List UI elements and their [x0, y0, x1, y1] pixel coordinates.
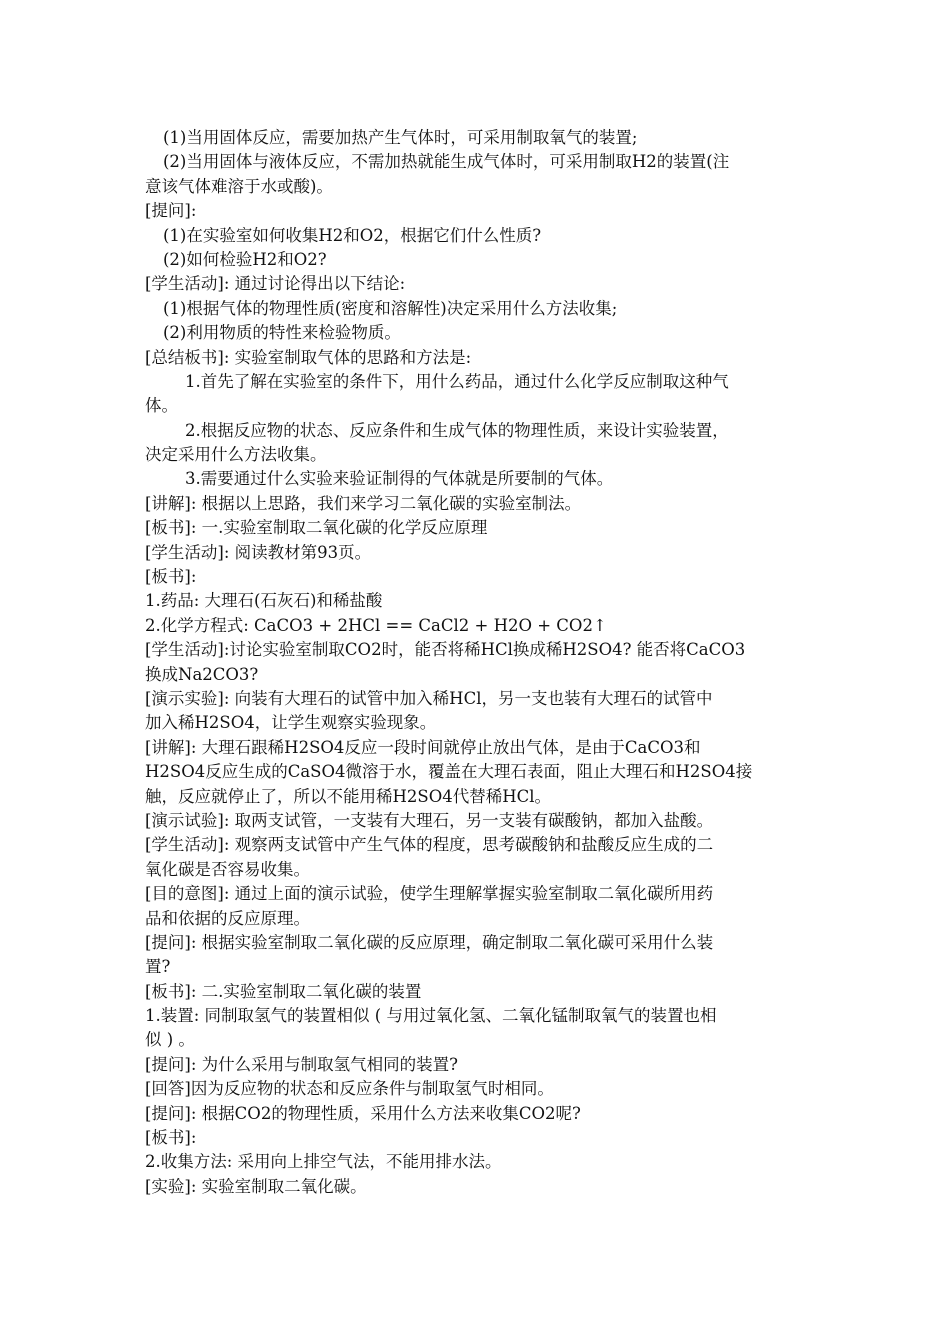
text-line: 2.收集方法: 采用向上排空气法，不能用排水法。 — [145, 1152, 502, 1172]
text-line: [演示试验]: 取两支试管，一支装有大理石，另一支装有碳酸钠，都加入盐酸。 — [145, 810, 714, 830]
text-line: H2SO4反应生成的CaSO4微溶于水，覆盖在大理石表面，阻止大理石和H2SO4接 — [145, 762, 753, 782]
text-line: 触，反应就停止了，所以不能用稀H2SO4代替稀HCl。 — [145, 786, 552, 806]
text-line: [讲解]: 大理石跟稀H2SO4反应一段时间就停止放出气体，是由于CaCO3和 — [145, 737, 701, 757]
text-line: (1)在实验室如何收集H2和O2，根据它们什么性质? — [163, 225, 542, 245]
text-line: [总结板书]: 实验室制取气体的思路和方法是: — [145, 347, 472, 367]
text-line: [学生活动]: 通过讨论得出以下结论: — [145, 274, 406, 294]
text-line: [学生活动]: 阅读教材第93页。 — [145, 542, 372, 562]
text-line: 2.化学方程式: CaCO3 + 2HCl == CaCl2 + H2O + CO2↑ — [145, 615, 607, 635]
text-line: [学生活动]: 观察两支试管中产生气体的程度，思考碳酸钠和盐酸反应生成的二 — [145, 835, 714, 855]
text-line: 加入稀H2SO4，让学生观察实验现象。 — [145, 713, 437, 733]
text-line: [回答]因为反应物的状态和反应条件与制取氢气时相同。 — [145, 1079, 554, 1099]
text-line: [学生活动]:讨论实验室制取CO2时，能否将稀HCl换成稀H2SO4? 能否将CaCO3 — [145, 640, 746, 660]
text-line: (2)当用固体与液体反应，不需加热就能生成气体时，可采用制取H2的装置(注 — [163, 152, 730, 172]
text-line: [板书]: — [145, 1128, 197, 1148]
text-line: [提问]: 根据实验室制取二氧化碳的反应原理，确定制取二氧化碳可采用什么装 — [145, 932, 714, 952]
text-line: 1.装置: 同制取氢气的装置相似 ( 与用过氧化氢、二氧化锰制取氧气的装置也相 — [145, 1006, 717, 1026]
text-line: [板书]: 二.实验室制取二氧化碳的装置 — [145, 981, 422, 1001]
text-line: 换成Na2CO3? — [145, 664, 259, 684]
text-line: [演示实验]: 向装有大理石的试管中加入稀HCl，另一支也装有大理石的试管中 — [145, 688, 713, 708]
text-line: 似 ) 。 — [145, 1030, 195, 1050]
text-line: [提问]: — [145, 201, 197, 221]
text-line: [提问]: 为什么采用与制取氢气相同的装置? — [145, 1054, 459, 1074]
text-line: 置? — [145, 957, 171, 977]
text-line: 氧化碳是否容易收集。 — [145, 859, 310, 879]
text-line: (1)根据气体的物理性质(密度和溶解性)决定采用什么方法收集; — [163, 298, 618, 318]
text-line: 3.需要通过什么实验来验证制得的气体就是所要制的气体。 — [185, 469, 614, 489]
text-line: [讲解]: 根据以上思路，我们来学习二氧化碳的实验室制法。 — [145, 493, 582, 513]
text-line: (1)当用固体反应，需要加热产生气体时，可采用制取氧气的装置; — [163, 128, 638, 147]
text-line: 1.药品: 大理石(石灰石)和稀盐酸 — [145, 591, 383, 611]
text-line: [实验]: 实验室制取二氧化碳。 — [145, 1176, 367, 1196]
text-line: 体。 — [145, 396, 178, 416]
text-line: (2)利用物质的特性来检验物质。 — [163, 323, 401, 343]
text-line: 2.根据反应物的状态、反应条件和生成气体的物理性质，来设计实验装置， — [185, 420, 729, 440]
text-line: 1.首先了解在实验室的条件下，用什么药品，通过什么化学反应制取这种气 — [185, 371, 729, 391]
text-line: [板书]: — [145, 567, 197, 587]
text-line: 意该气体难溶于水或酸)。 — [145, 176, 333, 196]
text-line: [提问]: 根据CO2的物理性质，采用什么方法来收集CO2呢? — [145, 1103, 581, 1123]
document-body — [145, 126, 810, 1199]
text-line: 品和依据的反应原理。 — [145, 908, 310, 928]
text-line: [板书]: 一.实验室制取二氧化碳的化学反应原理 — [145, 518, 488, 538]
text-line: [目的意图]: 通过上面的演示试验，使学生理解掌握实验室制取二氧化碳所用药 — [145, 884, 714, 904]
text-line: (2)如何检验H2和O2? — [163, 249, 327, 269]
text-line: 决定采用什么方法收集。 — [145, 445, 327, 465]
